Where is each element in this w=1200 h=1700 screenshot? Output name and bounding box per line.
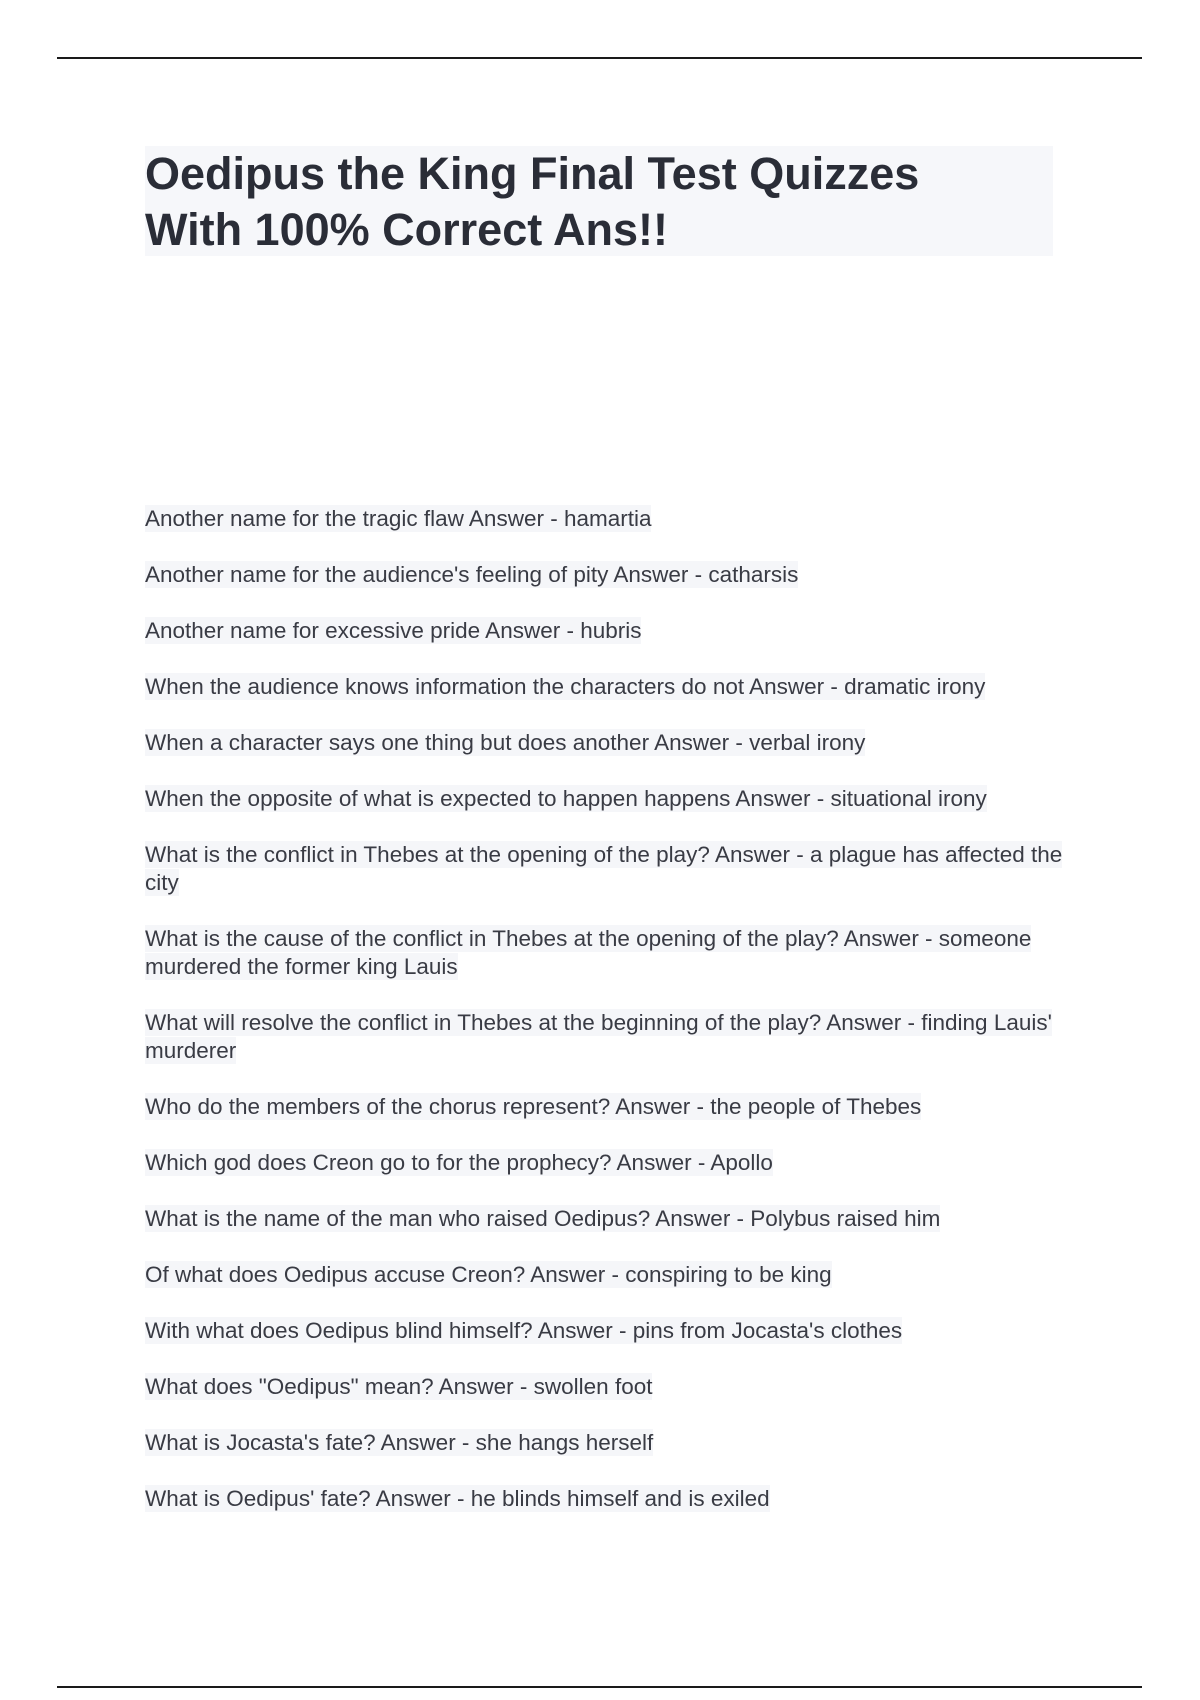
qa-item xyxy=(145,841,1075,897)
qa-item xyxy=(145,1093,1075,1121)
qa-item xyxy=(145,729,1075,757)
qa-text: Who do the members of the chorus represent? Answer - the people of Thebes xyxy=(145,1094,922,1119)
qa-text: Another name for excessive pride Answer - hubris xyxy=(145,618,642,643)
qa-text: Another name for the audience's feeling of pity Answer - catharsis xyxy=(145,562,799,587)
title-line-2: With 100% Correct Ans!! xyxy=(145,204,669,255)
qa-text: What is Jocasta's fate? Answer - she hangs herself xyxy=(145,1430,654,1455)
qa-item xyxy=(145,617,1075,645)
qa-item xyxy=(145,505,1075,533)
qa-item xyxy=(145,1261,1075,1289)
qa-text: What is Oedipus' fate? Answer - he blinds himself and is exiled xyxy=(145,1486,770,1511)
qa-item xyxy=(145,1485,1075,1513)
qa-text: With what does Oedipus blind himself? Answer - pins from Jocasta's clothes xyxy=(145,1318,903,1343)
qa-list xyxy=(145,505,1075,1541)
top-divider xyxy=(57,57,1142,59)
qa-text: When the audience knows information the characters do not Answer - dramatic irony xyxy=(145,674,986,699)
qa-item xyxy=(145,1429,1075,1457)
qa-text: What is the cause of the conflict in Thebes at the opening of the play? Answer - someone murdered the former king Lauis xyxy=(145,926,1032,979)
title-line-1: Oedipus the King Final Test Quizzes xyxy=(145,148,920,199)
qa-item xyxy=(145,1149,1075,1177)
qa-item xyxy=(145,925,1075,981)
qa-text: When the opposite of what is expected to happen happens Answer - situational irony xyxy=(145,786,987,811)
qa-item xyxy=(145,785,1075,813)
qa-text: What is the name of the man who raised Oedipus? Answer - Polybus raised him xyxy=(145,1206,941,1231)
bottom-divider xyxy=(57,1686,1142,1688)
qa-item xyxy=(145,561,1075,589)
qa-item xyxy=(145,1317,1075,1345)
qa-text: Which god does Creon go to for the prophecy? Answer - Apollo xyxy=(145,1150,773,1175)
qa-item xyxy=(145,1373,1075,1401)
qa-item xyxy=(145,1205,1075,1233)
qa-item xyxy=(145,1009,1075,1065)
qa-text: When a character says one thing but does another Answer - verbal irony xyxy=(145,730,866,755)
page-title xyxy=(145,146,1053,256)
qa-text: Of what does Oedipus accuse Creon? Answer - conspiring to be king xyxy=(145,1262,832,1287)
qa-text: Another name for the tragic flaw Answer - hamartia xyxy=(145,506,652,531)
qa-item xyxy=(145,673,1075,701)
qa-text: What does "Oedipus" mean? Answer - swollen foot xyxy=(145,1374,653,1399)
qa-text: What will resolve the conflict in Thebes at the beginning of the play? Answer - finding Lauis' murderer xyxy=(145,1010,1052,1063)
qa-text: What is the conflict in Thebes at the opening of the play? Answer - a plague has affected the city xyxy=(145,842,1063,895)
